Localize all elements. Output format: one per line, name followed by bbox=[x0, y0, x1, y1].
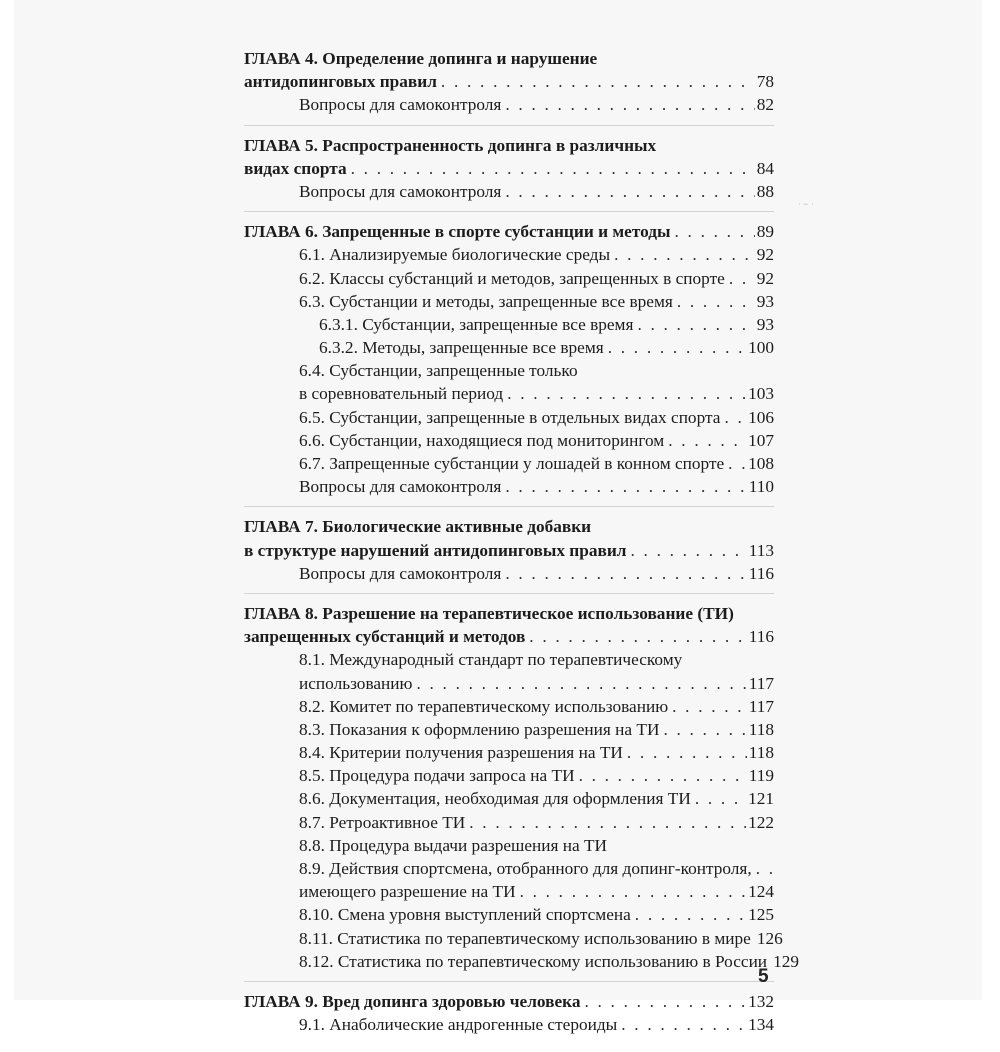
dot-leader bbox=[637, 313, 754, 336]
page-ref: 110 bbox=[748, 477, 774, 497]
toc-entry bbox=[244, 475, 774, 498]
dot-leader bbox=[677, 290, 755, 313]
chapter-heading-line bbox=[244, 47, 774, 70]
toc-entry-text: 8.10. Смена уровня выступлений спортсмена bbox=[299, 905, 631, 925]
page-ref: 113 bbox=[748, 540, 774, 560]
chapter-heading-text: ГЛАВА 5. Распространенность допинга в различных bbox=[244, 135, 657, 155]
toc-entry-text: Вопросы для самоконтроля bbox=[299, 95, 502, 115]
page-ref: 103 bbox=[748, 384, 774, 404]
toc-entry bbox=[244, 429, 774, 452]
page-ref: 89 bbox=[756, 222, 774, 242]
toc-entry bbox=[244, 452, 774, 475]
chapter-heading-text: антидопинговых правил bbox=[244, 72, 437, 92]
page-ref: 126 bbox=[756, 928, 783, 948]
toc-entry bbox=[244, 290, 774, 313]
page-ref: 134 bbox=[748, 1015, 774, 1035]
toc-entry-text: Вопросы для самоконтроля bbox=[299, 181, 502, 201]
page-ref: 92 bbox=[756, 268, 774, 288]
page-ref: 107 bbox=[748, 430, 774, 450]
toc-entry bbox=[244, 950, 799, 973]
chapter-heading-text: ГЛАВА 6. Запрещенные в спорте субстанции и методы bbox=[244, 222, 671, 242]
toc-entry-text: 8.8. Процедура выдачи разрешения на ТИ bbox=[299, 835, 608, 855]
dot-leader bbox=[608, 336, 746, 359]
page-ref: 106 bbox=[748, 407, 774, 427]
page-ref: 121 bbox=[748, 789, 774, 809]
toc-entry-text: 6.2. Классы субстанций и методов, запрещенных в спорте bbox=[299, 268, 725, 288]
toc-entry bbox=[244, 927, 783, 950]
chapter-heading-line bbox=[244, 625, 774, 648]
toc-entry bbox=[244, 764, 774, 787]
toc-entry-text: 6.3.2. Методы, запрещенные все время bbox=[319, 338, 604, 358]
page-ref: 118 bbox=[748, 743, 774, 763]
toc-entry bbox=[244, 672, 774, 695]
chapter-heading-text: ГЛАВА 7. Биологические активные добавки bbox=[244, 517, 592, 537]
toc-entry-text: 9.1. Анаболические андрогенные стероиды bbox=[299, 1015, 618, 1035]
dot-leader bbox=[505, 93, 754, 116]
page-number: 5 bbox=[758, 966, 769, 987]
page-ref: 118 bbox=[748, 719, 774, 739]
page-ref: 116 bbox=[748, 627, 774, 647]
dot-leader bbox=[668, 429, 746, 452]
dot-leader bbox=[724, 406, 746, 429]
toc-entry-text: 8.4. Критерии получения разрешения на ТИ bbox=[299, 743, 623, 763]
page-ref: 125 bbox=[748, 905, 774, 925]
toc-entry-text: 6.7. Запрещенные субстанции у лошадей в конном спорте bbox=[299, 454, 725, 473]
toc-entry bbox=[244, 857, 774, 880]
page-ref: 132 bbox=[748, 991, 774, 1011]
dot-leader bbox=[505, 475, 746, 498]
dot-leader bbox=[635, 903, 746, 926]
toc-entry-text: 8.1. Международный стандарт по терапевтическому bbox=[299, 650, 683, 670]
toc-chapter-7 bbox=[244, 515, 774, 594]
toc-entry-text: 8.9. Действия спортсмена, отобранного для допинг-контроля, bbox=[299, 859, 752, 878]
page-ref: 117 bbox=[748, 673, 774, 693]
chapter-heading-line bbox=[244, 990, 774, 1013]
toc-entry-text: Вопросы для самоконтроля bbox=[299, 477, 502, 497]
dot-leader bbox=[351, 157, 755, 180]
page-ref: 122 bbox=[748, 812, 774, 832]
toc-entry-text: 8.5. Процедура подачи запроса на ТИ bbox=[299, 766, 575, 786]
toc-entry-text: 6.3.1. Субстанции, запрещенные все время bbox=[319, 314, 634, 334]
toc-entry bbox=[244, 880, 774, 903]
toc-entry-text: 8.11. Статистика по терапевтическому использованию в мире bbox=[299, 928, 751, 948]
chapter-heading-line bbox=[244, 602, 774, 625]
book-page bbox=[14, 0, 982, 1035]
dot-leader bbox=[529, 625, 746, 648]
toc-entry bbox=[244, 648, 774, 671]
table-of-contents bbox=[244, 47, 799, 1052]
toc-entry-text: 6.6. Субстанции, находящиеся под мониторингом bbox=[299, 430, 665, 450]
page-ref: 92 bbox=[756, 245, 774, 265]
dot-leader bbox=[621, 1013, 746, 1036]
page-ref: 117 bbox=[748, 696, 774, 716]
dot-leader bbox=[584, 990, 746, 1013]
page-ref: 129 bbox=[773, 951, 799, 971]
chapter-heading-line bbox=[244, 539, 774, 562]
toc-entry-text: 8.7. Ретроактивное ТИ bbox=[299, 812, 466, 832]
toc-entry bbox=[244, 1013, 774, 1036]
chapter-heading-text: запрещенных субстанций и методов bbox=[244, 627, 526, 647]
chapter-heading-text: видах спорта bbox=[244, 158, 347, 178]
toc-entry bbox=[244, 741, 774, 764]
page-ref: 93 bbox=[756, 291, 774, 311]
toc-entry-text: использованию bbox=[299, 673, 413, 693]
page-ref: 119 bbox=[748, 766, 774, 786]
chapter-heading-line bbox=[244, 515, 774, 538]
toc-entry bbox=[244, 406, 774, 429]
chapter-heading-text: ГЛАВА 9. Вред допинга здоровью человека bbox=[244, 991, 581, 1011]
dot-leader bbox=[469, 811, 746, 834]
print-smudge: ·~· bbox=[798, 200, 817, 209]
dot-leader bbox=[579, 764, 747, 787]
chapter-heading-text: ГЛАВА 8. Разрешение на терапевтическое использование (ТИ) bbox=[244, 603, 734, 623]
toc-entry bbox=[244, 359, 774, 382]
chapter-heading-text: в структуре нарушений антидопинговых правил bbox=[244, 540, 627, 560]
page-ref: 88 bbox=[756, 181, 774, 201]
toc-entry bbox=[244, 93, 774, 116]
toc-entry-text: 8.2. Комитет по терапевтическому использованию bbox=[299, 696, 669, 716]
toc-chapter-5 bbox=[244, 134, 774, 213]
toc-entry-text: в соревновательный период bbox=[299, 384, 504, 404]
chapter-heading-line bbox=[244, 220, 774, 243]
dot-leader bbox=[672, 695, 747, 718]
dot-leader bbox=[756, 857, 772, 880]
toc-entry bbox=[244, 787, 774, 810]
page-ref: 78 bbox=[756, 72, 774, 92]
toc-entry-text: 6.3. Субстанции и методы, запрещенные все время bbox=[299, 291, 673, 311]
toc-chapter-8 bbox=[244, 602, 799, 982]
toc-entry bbox=[244, 811, 774, 834]
page-ref: 124 bbox=[748, 882, 774, 902]
page-ref: 100 bbox=[748, 338, 774, 358]
toc-entry-text: 8.12. Статистика по терапевтическому использованию в России bbox=[299, 951, 768, 971]
dot-leader bbox=[416, 672, 746, 695]
page-ref: 84 bbox=[756, 158, 774, 178]
dot-leader bbox=[614, 243, 755, 266]
dot-leader bbox=[505, 180, 754, 203]
dot-leader bbox=[695, 787, 746, 810]
toc-entry bbox=[244, 382, 774, 405]
toc-chapter-4 bbox=[244, 47, 774, 126]
dot-leader bbox=[728, 452, 746, 475]
dot-leader bbox=[630, 539, 746, 562]
toc-entry bbox=[244, 834, 774, 857]
dot-leader bbox=[663, 718, 746, 741]
dot-leader bbox=[729, 267, 755, 290]
toc-entry-text: 6.4. Субстанции, запрещенные только bbox=[299, 361, 578, 381]
toc-entry bbox=[244, 562, 774, 585]
toc-entry bbox=[244, 180, 774, 203]
page-ref: 116 bbox=[748, 563, 774, 583]
toc-entry-text: 8.6. Документация, необходимая для оформления ТИ bbox=[299, 789, 691, 809]
chapter-heading-text: ГЛАВА 4. Определение допинга и нарушение bbox=[244, 49, 598, 68]
page-ref: 108 bbox=[748, 454, 774, 473]
toc-entry bbox=[244, 313, 774, 336]
chapter-heading-line bbox=[244, 134, 774, 157]
chapter-heading-line bbox=[244, 70, 774, 93]
dot-leader bbox=[520, 880, 747, 903]
chapter-heading-line bbox=[244, 157, 774, 180]
toc-entry bbox=[244, 903, 774, 926]
toc-entry bbox=[244, 336, 774, 359]
page-ref: 93 bbox=[756, 314, 774, 334]
toc-entry bbox=[244, 243, 774, 266]
toc-entry bbox=[244, 267, 774, 290]
dot-leader bbox=[505, 562, 746, 585]
dot-leader bbox=[627, 741, 747, 764]
toc-chapter-9 bbox=[244, 990, 774, 1044]
toc-entry-text: Вопросы для самоконтроля bbox=[299, 563, 502, 583]
dot-leader bbox=[441, 70, 755, 93]
toc-entry bbox=[244, 718, 774, 741]
toc-entry-text: 8.3. Показания к оформлению разрешения на ТИ bbox=[299, 719, 660, 739]
dot-leader bbox=[507, 382, 746, 405]
dot-leader bbox=[675, 220, 755, 243]
toc-entry-text: 6.1. Анализируемые биологические среды bbox=[299, 245, 611, 265]
page-ref: 82 bbox=[756, 95, 774, 115]
toc-chapter-6 bbox=[244, 220, 774, 507]
toc-entry-text: 6.5. Субстанции, запрещенные в отдельных видах спорта bbox=[299, 407, 721, 427]
toc-entry bbox=[244, 695, 774, 718]
toc-entry-text: имеющего разрешение на ТИ bbox=[299, 882, 516, 902]
